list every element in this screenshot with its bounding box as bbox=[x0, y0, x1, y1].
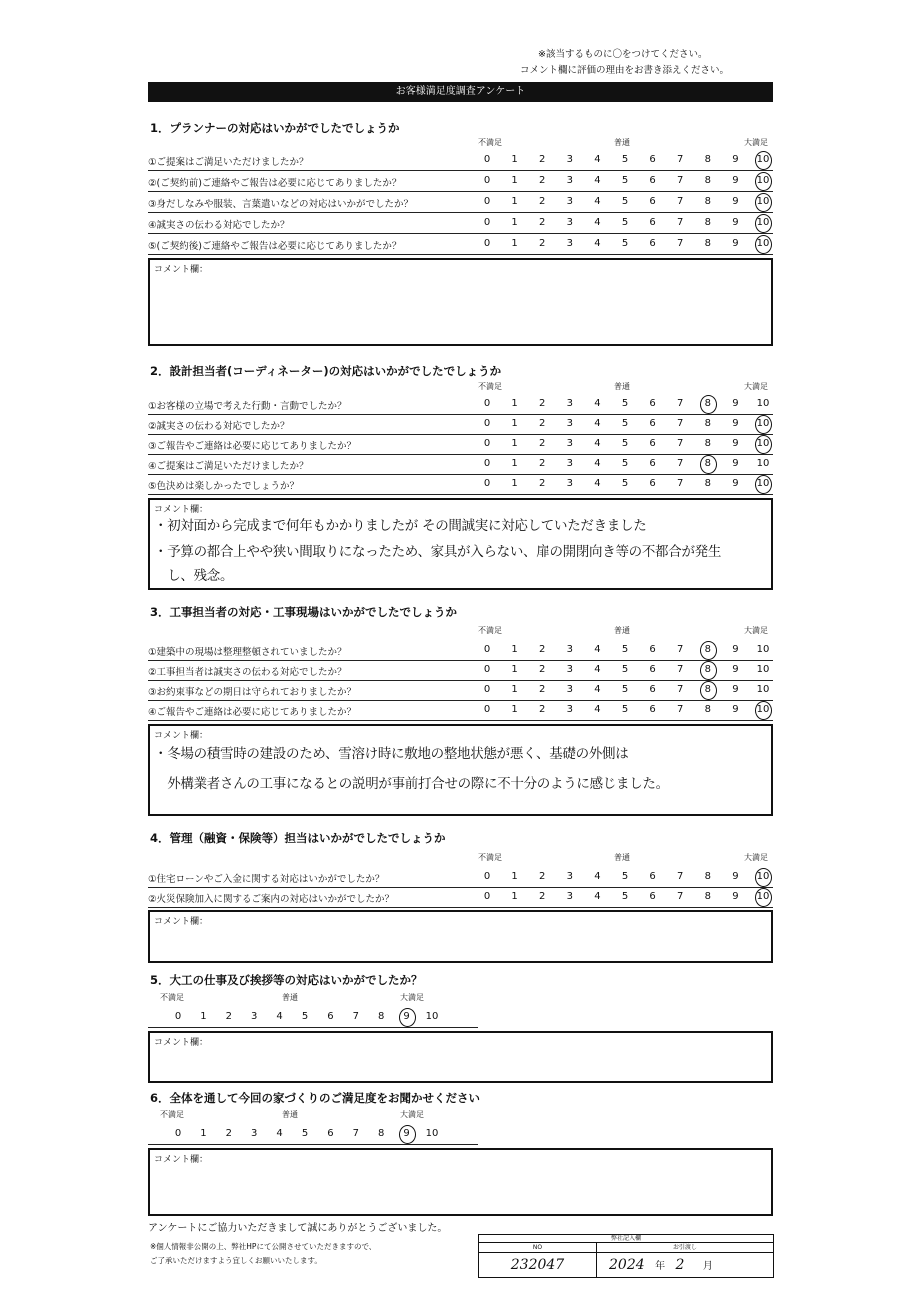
rating-option-7[interactable]: 7 bbox=[677, 154, 684, 165]
rating-option-3[interactable]: 3 bbox=[251, 1011, 258, 1022]
rating-option-9[interactable]: 9 bbox=[732, 664, 739, 675]
rating-option-9[interactable]: 9 bbox=[397, 1128, 417, 1139]
section-1-scale-labels bbox=[0, 137, 920, 149]
rating-option-4[interactable]: 4 bbox=[594, 154, 601, 165]
rating-option-1[interactable]: 1 bbox=[511, 478, 518, 489]
rating-option-4[interactable]: 4 bbox=[276, 1011, 283, 1022]
rating-option-4[interactable]: 4 bbox=[594, 644, 601, 655]
comment-box-3[interactable] bbox=[148, 724, 773, 816]
rating-option-8[interactable]: 8 bbox=[698, 644, 718, 655]
scale-mid-label: 普通 bbox=[614, 626, 630, 635]
rating-option-4[interactable]: 4 bbox=[594, 398, 601, 409]
instruction-note-1: ※該当するものに〇をつけてください。 bbox=[538, 49, 708, 60]
rating-option-10[interactable]: 10 bbox=[753, 154, 773, 165]
rating-option-7[interactable]: 7 bbox=[677, 458, 684, 469]
section-5-scale-labels bbox=[0, 992, 920, 1004]
rating-option-5[interactable]: 5 bbox=[621, 238, 629, 249]
rating-option-10[interactable]: 10 bbox=[756, 664, 770, 675]
rating-option-1[interactable]: 1 bbox=[511, 891, 518, 902]
rating-option-1[interactable]: 1 bbox=[511, 644, 518, 655]
rating-option-6[interactable]: 6 bbox=[649, 238, 656, 249]
comment-box-1[interactable] bbox=[148, 258, 773, 346]
rating-option-2[interactable]: 2 bbox=[539, 175, 546, 186]
rating-option-1[interactable]: 1 bbox=[511, 458, 518, 469]
office-date-label: お引渡し bbox=[597, 1243, 773, 1253]
rating-option-2[interactable]: 2 bbox=[539, 418, 546, 429]
rating-option-2[interactable]: 2 bbox=[539, 891, 546, 902]
rating-option-3[interactable]: 3 bbox=[566, 154, 573, 165]
rating-option-1[interactable]: 1 bbox=[200, 1128, 207, 1139]
rating-option-6[interactable]: 6 bbox=[649, 398, 656, 409]
rating-option-8[interactable]: 8 bbox=[698, 664, 718, 675]
rating-option-2[interactable]: 2 bbox=[539, 196, 546, 207]
rating-option-1[interactable]: 1 bbox=[511, 418, 518, 429]
comment-box-5[interactable] bbox=[148, 1031, 773, 1083]
rating-option-4[interactable]: 4 bbox=[594, 458, 601, 469]
question-row bbox=[148, 888, 773, 908]
rating-option-10[interactable]: 10 bbox=[753, 238, 773, 249]
rating-option-10[interactable]: 10 bbox=[753, 418, 773, 429]
rating-option-10[interactable]: 10 bbox=[753, 704, 773, 715]
rating-option-5[interactable]: 5 bbox=[301, 1011, 309, 1022]
handwritten-comment-line: ・冬場の積雪時の建設のため、雪溶け時に敷地の整地状態が悪く、基礎の外側は bbox=[154, 746, 629, 762]
survey-title: お客様満足度調査アンケート bbox=[148, 82, 773, 102]
question-row bbox=[148, 415, 773, 435]
divider bbox=[148, 1144, 478, 1145]
rating-option-2[interactable]: 2 bbox=[539, 238, 546, 249]
section-5-title: 5．大工の仕事及び挨拶等の対応はいかがでしたか？ bbox=[150, 973, 423, 987]
rating-option-9[interactable]: 9 bbox=[732, 217, 739, 228]
rating-option-2[interactable]: 2 bbox=[225, 1011, 232, 1022]
rating-option-7[interactable]: 7 bbox=[677, 478, 684, 489]
rating-option-2[interactable]: 2 bbox=[539, 458, 546, 469]
question-row bbox=[148, 681, 773, 701]
question-row bbox=[148, 395, 773, 415]
rating-option-0[interactable]: 0 bbox=[483, 217, 491, 228]
rating-option-4[interactable]: 4 bbox=[594, 891, 601, 902]
rating-option-7[interactable]: 7 bbox=[677, 175, 684, 186]
rating-option-0[interactable]: 0 bbox=[483, 478, 491, 489]
rating-option-7[interactable]: 7 bbox=[677, 644, 684, 655]
rating-option-2[interactable]: 2 bbox=[539, 704, 546, 715]
rating-option-6[interactable]: 6 bbox=[649, 175, 656, 186]
rating-option-1[interactable]: 1 bbox=[200, 1011, 207, 1022]
rating-option-10[interactable]: 10 bbox=[756, 398, 770, 409]
rating-option-1[interactable]: 1 bbox=[511, 238, 518, 249]
section-4-scale-labels bbox=[0, 852, 920, 864]
rating-option-7[interactable]: 7 bbox=[677, 238, 684, 249]
rating-option-1[interactable]: 1 bbox=[511, 684, 518, 695]
rating-option-5[interactable]: 5 bbox=[621, 704, 629, 715]
handwritten-comment-line: 外構業者さんの工事になるとの説明が事前打合せの際に不十分のように感じました。 bbox=[154, 776, 669, 792]
question-text: ①ご提案はご満足いただけましたか？ bbox=[148, 157, 309, 168]
question-text: ①建築中の現場は整理整頓されていましたか？ bbox=[148, 647, 347, 658]
rating-option-7[interactable]: 7 bbox=[352, 1128, 359, 1139]
rating-option-10[interactable]: 10 bbox=[756, 684, 770, 695]
rating-option-1[interactable]: 1 bbox=[511, 664, 518, 675]
rating-option-0[interactable]: 0 bbox=[483, 398, 491, 409]
rating-option-5[interactable]: 5 bbox=[621, 684, 629, 695]
rating-option-5[interactable]: 5 bbox=[621, 196, 629, 207]
rating-option-7[interactable]: 7 bbox=[677, 398, 684, 409]
rating-option-9[interactable]: 9 bbox=[732, 478, 739, 489]
question-text: ④ご報告やご連絡は必要に応じてありましたか？ bbox=[148, 707, 357, 718]
rating-option-1[interactable]: 1 bbox=[511, 154, 518, 165]
rating-option-1[interactable]: 1 bbox=[511, 398, 518, 409]
rating-option-3[interactable]: 3 bbox=[566, 196, 573, 207]
rating-option-0[interactable]: 0 bbox=[483, 154, 491, 165]
rating-option-4[interactable]: 4 bbox=[594, 418, 601, 429]
rating-option-9[interactable]: 9 bbox=[732, 418, 739, 429]
rating-option-0[interactable]: 0 bbox=[483, 175, 491, 186]
section-3-title: 3．工事担当者の対応・工事現場はいかがでしたでしょうか bbox=[150, 605, 457, 619]
rating-option-3[interactable]: 3 bbox=[566, 704, 573, 715]
rating-option-6[interactable]: 6 bbox=[649, 196, 656, 207]
question-row bbox=[148, 661, 773, 681]
rating-option-5[interactable]: 5 bbox=[621, 438, 629, 449]
rating-option-6[interactable]: 6 bbox=[649, 418, 656, 429]
rating-option-0[interactable]: 0 bbox=[483, 644, 491, 655]
rating-option-8[interactable]: 8 bbox=[704, 238, 711, 249]
scale-mid-label: 普通 bbox=[614, 138, 630, 147]
rating-option-7[interactable]: 7 bbox=[677, 704, 684, 715]
rating-option-8[interactable]: 8 bbox=[704, 438, 711, 449]
rating-option-5[interactable]: 5 bbox=[621, 664, 629, 675]
rating-option-3[interactable]: 3 bbox=[566, 891, 573, 902]
rating-option-0[interactable]: 0 bbox=[483, 458, 491, 469]
privacy-note-1: ※個人情報非公開の上、弊社HPにて公開させていただきますので、 bbox=[150, 1242, 377, 1251]
rating-option-7[interactable]: 7 bbox=[677, 196, 684, 207]
question-row bbox=[148, 214, 773, 234]
rating-option-10[interactable]: 10 bbox=[756, 644, 770, 655]
rating-option-7[interactable]: 7 bbox=[352, 1011, 359, 1022]
rating-option-1[interactable]: 1 bbox=[511, 217, 518, 228]
rating-option-7[interactable]: 7 bbox=[677, 684, 684, 695]
scale-mid-label: 普通 bbox=[282, 1110, 298, 1119]
question-text: ③お約束事などの期日は守られておりましたか？ bbox=[148, 687, 357, 698]
rating-option-6[interactable]: 6 bbox=[649, 704, 656, 715]
rating-option-3[interactable]: 3 bbox=[566, 238, 573, 249]
rating-option-9[interactable]: 9 bbox=[397, 1011, 417, 1022]
rating-option-4[interactable]: 4 bbox=[594, 664, 601, 675]
rating-option-0[interactable]: 0 bbox=[483, 871, 491, 882]
rating-option-9[interactable]: 9 bbox=[732, 704, 739, 715]
rating-option-7[interactable]: 7 bbox=[677, 418, 684, 429]
rating-option-2[interactable]: 2 bbox=[539, 478, 546, 489]
rating-option-2[interactable]: 2 bbox=[539, 871, 546, 882]
office-no-label: NO bbox=[479, 1243, 597, 1253]
rating-option-5[interactable]: 5 bbox=[621, 478, 629, 489]
rating-option-7[interactable]: 7 bbox=[677, 871, 684, 882]
scale-high-label: 大満足 bbox=[744, 138, 768, 147]
rating-option-3[interactable]: 3 bbox=[566, 398, 573, 409]
rating-option-2[interactable]: 2 bbox=[539, 664, 546, 675]
rating-option-3[interactable]: 3 bbox=[566, 175, 573, 186]
comment-label: コメント欄： bbox=[154, 917, 209, 927]
scale-high-label: 大満足 bbox=[744, 382, 768, 391]
rating-option-5[interactable]: 5 bbox=[621, 217, 629, 228]
office-date-value bbox=[597, 1253, 773, 1278]
rating-option-4[interactable]: 4 bbox=[594, 217, 601, 228]
handwritten-comment-line: し、残念。 bbox=[154, 568, 234, 584]
question-row bbox=[148, 701, 773, 721]
rating-option-10[interactable]: 10 bbox=[425, 1128, 439, 1139]
delivery-year: 2024 bbox=[609, 1257, 645, 1273]
rating-option-5[interactable]: 5 bbox=[301, 1128, 309, 1139]
rating-option-4[interactable]: 4 bbox=[594, 684, 601, 695]
rating-option-10[interactable]: 10 bbox=[753, 217, 773, 228]
rating-option-3[interactable]: 3 bbox=[566, 418, 573, 429]
question-row bbox=[148, 151, 773, 171]
rating-option-0[interactable]: 0 bbox=[483, 196, 491, 207]
rating-option-10[interactable]: 10 bbox=[753, 175, 773, 186]
rating-option-8[interactable]: 8 bbox=[704, 418, 711, 429]
rating-option-2[interactable]: 2 bbox=[539, 217, 546, 228]
office-header: 弊社記入欄 bbox=[479, 1235, 773, 1243]
rating-option-6[interactable]: 6 bbox=[649, 217, 656, 228]
rating-option-3[interactable]: 3 bbox=[566, 664, 573, 675]
rating-option-1[interactable]: 1 bbox=[511, 175, 518, 186]
rating-option-0[interactable]: 0 bbox=[483, 664, 491, 675]
question-text: ②工事担当者は誠実さの伝わる対応でしたか？ bbox=[148, 667, 347, 678]
rating-option-2[interactable]: 2 bbox=[539, 644, 546, 655]
rating-option-6[interactable]: 6 bbox=[327, 1128, 334, 1139]
rating-option-0[interactable]: 0 bbox=[174, 1011, 182, 1022]
delivery-month: 2 bbox=[675, 1257, 685, 1273]
comment-box-2[interactable] bbox=[148, 498, 773, 590]
rating-option-9[interactable]: 9 bbox=[732, 871, 739, 882]
rating-option-2[interactable]: 2 bbox=[539, 398, 546, 409]
rating-row-5 bbox=[0, 1011, 920, 1027]
comment-label: コメント欄： bbox=[154, 1038, 209, 1048]
rating-option-6[interactable]: 6 bbox=[649, 664, 656, 675]
rating-option-5[interactable]: 5 bbox=[621, 871, 629, 882]
question-row bbox=[148, 172, 773, 192]
rating-option-7[interactable]: 7 bbox=[677, 664, 684, 675]
question-text: ⑤色決めは楽しかったでしょうか？ bbox=[148, 481, 300, 492]
rating-option-4[interactable]: 4 bbox=[594, 238, 601, 249]
rating-option-5[interactable]: 5 bbox=[621, 891, 629, 902]
rating-option-3[interactable]: 3 bbox=[566, 478, 573, 489]
rating-option-9[interactable]: 9 bbox=[732, 154, 739, 165]
month-unit: 月 bbox=[702, 1261, 713, 1272]
rating-option-7[interactable]: 7 bbox=[677, 438, 684, 449]
question-row bbox=[148, 235, 773, 255]
rating-option-9[interactable]: 9 bbox=[732, 196, 739, 207]
comment-label: コメント欄： bbox=[154, 505, 209, 515]
question-text: ③ご報告やご連絡は必要に応じてありましたか？ bbox=[148, 441, 357, 452]
scale-low-label: 不満足 bbox=[478, 382, 502, 391]
rating-option-7[interactable]: 7 bbox=[677, 891, 684, 902]
office-no-value: 232047 bbox=[479, 1253, 597, 1278]
rating-option-8[interactable]: 8 bbox=[704, 704, 711, 715]
rating-option-4[interactable]: 4 bbox=[594, 871, 601, 882]
rating-option-9[interactable]: 9 bbox=[732, 438, 739, 449]
rating-option-6[interactable]: 6 bbox=[649, 684, 656, 695]
question-row bbox=[148, 193, 773, 213]
rating-option-3[interactable]: 3 bbox=[566, 458, 573, 469]
rating-option-2[interactable]: 2 bbox=[225, 1128, 232, 1139]
scale-low-label: 不満足 bbox=[160, 993, 184, 1002]
rating-option-5[interactable]: 5 bbox=[621, 154, 629, 165]
question-text: ②火災保険加入に関するご案内の対応はいかがでしたか？ bbox=[148, 894, 395, 905]
rating-option-1[interactable]: 1 bbox=[511, 196, 518, 207]
rating-option-6[interactable]: 6 bbox=[649, 871, 656, 882]
rating-option-5[interactable]: 5 bbox=[621, 644, 629, 655]
question-text: ②誠実さの伝わる対応でしたか？ bbox=[148, 421, 290, 432]
rating-option-6[interactable]: 6 bbox=[649, 891, 656, 902]
rating-option-8[interactable]: 8 bbox=[704, 891, 711, 902]
rating-option-8[interactable]: 8 bbox=[378, 1128, 385, 1139]
question-text: ④誠実さの伝わる対応でしたか？ bbox=[148, 220, 290, 231]
divider bbox=[148, 1027, 478, 1028]
section-2-scale-labels bbox=[0, 381, 920, 393]
comment-label: コメント欄： bbox=[154, 1155, 209, 1165]
section-6-title: 6．全体を通して今回の家づくりのご満足度をお聞かせください bbox=[150, 1091, 480, 1105]
question-text: ③身だしなみや服装、言葉遣いなどの対応はいかがでしたか？ bbox=[148, 199, 414, 210]
office-use-table bbox=[478, 1234, 774, 1278]
question-text: ②(ご契約前)ご連絡やご報告は必要に応じてありましたか？ bbox=[148, 178, 402, 189]
rating-option-5[interactable]: 5 bbox=[621, 458, 629, 469]
thanks-text: アンケートにご協力いただきまして誠にありがとうございました。 bbox=[148, 1223, 448, 1234]
rating-option-3[interactable]: 3 bbox=[566, 644, 573, 655]
rating-option-6[interactable]: 6 bbox=[649, 644, 656, 655]
rating-option-8[interactable]: 8 bbox=[704, 478, 711, 489]
question-text: ④ご提案はご満足いただけましたか？ bbox=[148, 461, 309, 472]
section-3-scale-labels bbox=[0, 625, 920, 637]
rating-option-9[interactable]: 9 bbox=[732, 644, 739, 655]
rating-option-8[interactable]: 8 bbox=[698, 458, 718, 469]
rating-option-5[interactable]: 5 bbox=[621, 398, 629, 409]
rating-option-9[interactable]: 9 bbox=[732, 238, 739, 249]
section-4-title: 4．管理（融資・保険等）担当はいかがでしたでしょうか bbox=[150, 831, 446, 845]
rating-option-2[interactable]: 2 bbox=[539, 154, 546, 165]
section-1-title: 1．プランナーの対応はいかがでしたでしょうか bbox=[150, 121, 400, 135]
rating-option-3[interactable]: 3 bbox=[566, 871, 573, 882]
rating-option-3[interactable]: 3 bbox=[566, 684, 573, 695]
privacy-note-2: ご了承いただけますよう宜しくお願いいたします。 bbox=[150, 1256, 322, 1265]
rating-option-6[interactable]: 6 bbox=[649, 458, 656, 469]
rating-option-0[interactable]: 0 bbox=[483, 418, 491, 429]
rating-option-4[interactable]: 4 bbox=[594, 478, 601, 489]
year-unit: 年 bbox=[655, 1261, 666, 1272]
rating-option-6[interactable]: 6 bbox=[649, 478, 656, 489]
rating-option-8[interactable]: 8 bbox=[704, 871, 711, 882]
rating-option-10[interactable]: 10 bbox=[756, 458, 770, 469]
rating-option-1[interactable]: 1 bbox=[511, 871, 518, 882]
question-row bbox=[148, 455, 773, 475]
scale-high-label: 大満足 bbox=[744, 853, 768, 862]
rating-option-8[interactable]: 8 bbox=[704, 175, 711, 186]
rating-option-9[interactable]: 9 bbox=[732, 891, 739, 902]
scale-low-label: 不満足 bbox=[478, 138, 502, 147]
rating-row-6 bbox=[0, 1128, 920, 1144]
rating-option-1[interactable]: 1 bbox=[511, 704, 518, 715]
scale-low-label: 不満足 bbox=[160, 1110, 184, 1119]
rating-option-3[interactable]: 3 bbox=[566, 217, 573, 228]
rating-option-7[interactable]: 7 bbox=[677, 217, 684, 228]
rating-option-2[interactable]: 2 bbox=[539, 438, 546, 449]
rating-option-4[interactable]: 4 bbox=[594, 175, 601, 186]
instruction-note-2: コメント欄に評価の理由をお書き添えください。 bbox=[520, 65, 730, 76]
question-row bbox=[148, 868, 773, 888]
rating-option-3[interactable]: 3 bbox=[251, 1128, 258, 1139]
rating-option-10[interactable]: 10 bbox=[753, 196, 773, 207]
rating-option-6[interactable]: 6 bbox=[327, 1011, 334, 1022]
rating-option-10[interactable]: 10 bbox=[753, 438, 773, 449]
scale-mid-label: 普通 bbox=[614, 853, 630, 862]
rating-option-10[interactable]: 10 bbox=[753, 891, 773, 902]
scale-mid-label: 普通 bbox=[614, 382, 630, 391]
rating-option-0[interactable]: 0 bbox=[174, 1128, 182, 1139]
rating-option-9[interactable]: 9 bbox=[732, 175, 739, 186]
comment-box-6[interactable] bbox=[148, 1148, 773, 1216]
section-6-scale-labels bbox=[0, 1109, 920, 1121]
rating-option-2[interactable]: 2 bbox=[539, 684, 546, 695]
rating-option-5[interactable]: 5 bbox=[621, 418, 629, 429]
comment-label: コメント欄： bbox=[154, 731, 209, 741]
rating-option-6[interactable]: 6 bbox=[649, 154, 656, 165]
handwritten-comment-line: ・予算の都合上やや狭い間取りになったため、家具が入らない、扉の開閉向き等の不都合が発生 bbox=[154, 544, 722, 560]
question-row bbox=[148, 641, 773, 661]
section-2-title: 2．設計担当者(コーディネーター)の対応はいかがでしたでしょうか bbox=[150, 364, 502, 378]
rating-option-9[interactable]: 9 bbox=[732, 398, 739, 409]
rating-option-9[interactable]: 9 bbox=[732, 458, 739, 469]
rating-option-0[interactable]: 0 bbox=[483, 891, 491, 902]
comment-label: コメント欄： bbox=[154, 265, 209, 275]
scale-mid-label: 普通 bbox=[282, 993, 298, 1002]
rating-option-0[interactable]: 0 bbox=[483, 704, 491, 715]
rating-option-10[interactable]: 10 bbox=[753, 871, 773, 882]
question-text: ⑤(ご契約後)ご連絡やご報告は必要に応じてありましたか？ bbox=[148, 241, 402, 252]
handwritten-comment-line: ・初対面から完成まで何年もかかりましたが その間誠実に対応していただきました bbox=[154, 518, 647, 534]
rating-option-0[interactable]: 0 bbox=[483, 438, 491, 449]
rating-option-0[interactable]: 0 bbox=[483, 684, 491, 695]
rating-option-9[interactable]: 9 bbox=[732, 684, 739, 695]
question-row bbox=[148, 435, 773, 455]
question-text: ①住宅ローンやご入金に関する対応はいかがでしたか？ bbox=[148, 874, 385, 885]
rating-option-4[interactable]: 4 bbox=[594, 704, 601, 715]
rating-option-10[interactable]: 10 bbox=[425, 1011, 439, 1022]
rating-option-10[interactable]: 10 bbox=[753, 478, 773, 489]
rating-option-8[interactable]: 8 bbox=[704, 154, 711, 165]
rating-option-6[interactable]: 6 bbox=[649, 438, 656, 449]
rating-option-4[interactable]: 4 bbox=[594, 438, 601, 449]
question-text: ①お客様の立場で考えた行動・言動でしたか？ bbox=[148, 401, 347, 412]
scale-high-label: 大満足 bbox=[400, 993, 424, 1002]
scale-low-label: 不満足 bbox=[478, 853, 502, 862]
question-row bbox=[148, 475, 773, 495]
rating-option-8[interactable]: 8 bbox=[698, 684, 718, 695]
rating-option-1[interactable]: 1 bbox=[511, 438, 518, 449]
scale-low-label: 不満足 bbox=[478, 626, 502, 635]
rating-option-0[interactable]: 0 bbox=[483, 238, 491, 249]
rating-option-4[interactable]: 4 bbox=[594, 196, 601, 207]
rating-option-3[interactable]: 3 bbox=[566, 438, 573, 449]
rating-option-4[interactable]: 4 bbox=[276, 1128, 283, 1139]
scale-high-label: 大満足 bbox=[400, 1110, 424, 1119]
rating-option-8[interactable]: 8 bbox=[704, 196, 711, 207]
rating-option-8[interactable]: 8 bbox=[698, 398, 718, 409]
comment-box-4[interactable] bbox=[148, 910, 773, 963]
scale-high-label: 大満足 bbox=[744, 626, 768, 635]
rating-option-5[interactable]: 5 bbox=[621, 175, 629, 186]
rating-option-8[interactable]: 8 bbox=[378, 1011, 385, 1022]
rating-option-8[interactable]: 8 bbox=[704, 217, 711, 228]
